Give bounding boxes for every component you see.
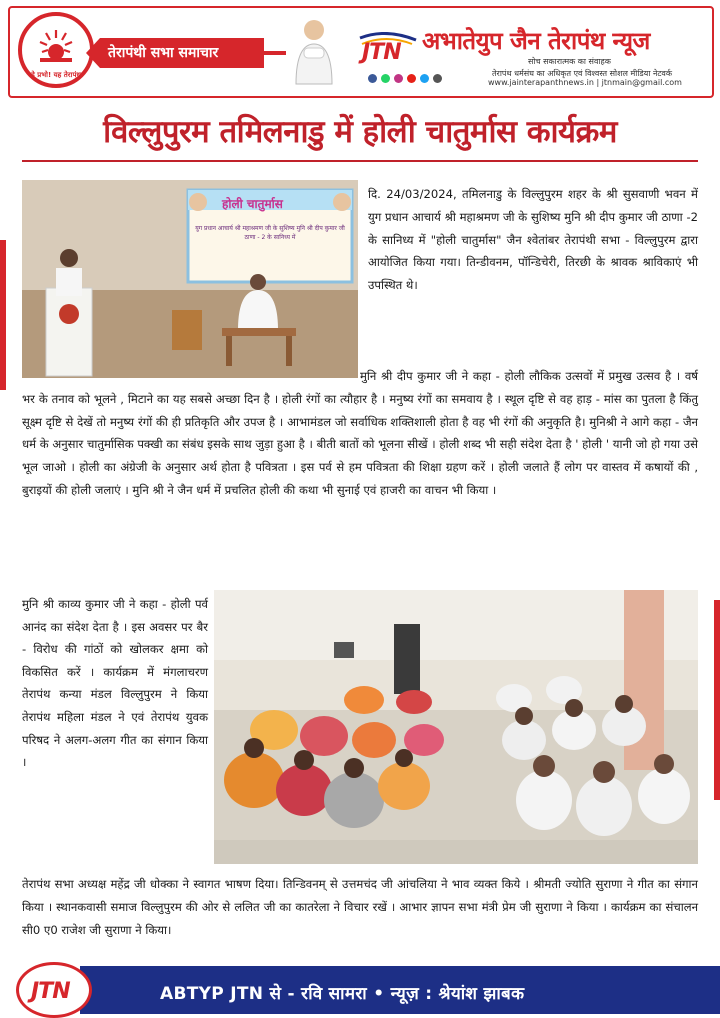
instagram-icon[interactable] xyxy=(394,74,403,83)
article-paragraph-1: दि. 24/03/2024, तमिलनाडु के विल्लुपुरम शहर के श्री सुसवाणी भवन में युग प्रधान आचार्य श्री महाश्रमण जी के सुशिष्य मुनि श्री दीप कुमार जी ठाणा -2 के सानिध्य में "होली चातुर्मास" जैन श्वेतांबर तेरापंथी सभा - विल्लुपुरम द्वारा आयोजित किया गया। तिन्डीवनम, पॉन्डिचेरी, तिरछी के श्रावक श्राविकाएं भी उपस्थित थे। xyxy=(368,187,698,293)
article-paragraph-4: तेरापंथ सभा अध्यक्ष महेंद्र जी धोक्का ने स्वागत भाषण दिया। तिन्डिवनम् से उत्तमचंद जी आंचलिया ने भाव व्यक्त किये । श्रीमती ज्योति सुराणा ने गीत का संगान किया । स्थानकवासी समाज विल्लुपुरम की ओर से ललित जी का कातरेला ने विचार रखें । आभार ज्ञापन सभा मंत्री प्रेम जी सुराणा ने किया । कार्यक्रम का संचालन सी0 ए0 राजेश जी सुराणा ने किया। xyxy=(22,877,698,937)
section-label: तेरापंथी सभा समाचार xyxy=(100,38,264,68)
brand-title: अभातेयुप जैन तेरापंथ न्यूज xyxy=(422,27,650,55)
brand-tagline: सोच सकारात्मक का संवाहक xyxy=(528,57,611,66)
article-paragraph-3: मुनि श्री काव्य कुमार जी ने कहा - होली पर्व आनंद का संदेश देता है । इस अवसर पर बैर - विरोध की गांठों को खोलकर क्षमा को विकसित करें । कार्यक्रम में मंगलाचरण तेरापंथ कन्या मंडल विल्लुपुरम ने किया तेरापंथ महिला मंडल ने एवं तेरापंथ युवक परिषद ने अलग-अलग गीत का संगान किया । xyxy=(22,597,208,770)
footer-jtn-logo xyxy=(16,962,92,1018)
stage-photo-illustration xyxy=(22,180,358,378)
social-links xyxy=(368,74,442,83)
facebook-icon[interactable] xyxy=(368,74,377,83)
terapanth-logo xyxy=(18,12,94,88)
web-icon[interactable] xyxy=(433,74,442,83)
brand-subtitle: तेरापंथ धर्मसंघ का अधिकृत एवं विश्वस्त सोशल मीडिया नेटवर्क xyxy=(492,69,673,78)
brand-contact[interactable]: www.jainterapanthnews.in | jtnmain@gmail.com xyxy=(488,78,682,87)
article-headline: विल्लुपुरम तमिलनाडु में होली चातुर्मास कार्यक्रम xyxy=(103,114,617,150)
logo-caption: हे प्रभो! यह तेरापंथ xyxy=(31,71,81,79)
youtube-icon[interactable] xyxy=(407,74,416,83)
event-photo-stage xyxy=(22,180,358,378)
whatsapp-icon[interactable] xyxy=(381,74,390,83)
jtn-logo xyxy=(356,32,420,72)
event-photo-audience xyxy=(214,590,698,864)
headline-rule xyxy=(22,160,698,162)
article-paragraph-2 xyxy=(22,365,698,502)
banner-rule xyxy=(264,51,286,55)
banner-title: होली चातुर्मास xyxy=(222,197,283,211)
right-accent-bar xyxy=(714,600,720,800)
masthead xyxy=(0,0,720,100)
footer xyxy=(0,960,720,1018)
audience-photo-illustration xyxy=(214,590,698,864)
acharya-portrait-icon xyxy=(290,14,338,86)
article-paragraph-2-text: मुनि श्री दीप कुमार जी ने कहा - होली लौकिक उत्सवों में प्रमुख उत्सव है । वर्ष भर के तनाव को भूलने , मिटाने का यह सबसे अच्छा दिन है । होली रंगों का त्यौहार है । मनुष्य रंगों का समवाय है । स्थूल दृष्टि से वह हाड़ - मांस का पुतला है किंतु सूक्ष्म दृष्टि से देखें तो मनुष्य रंगों की ही प्रतिकृति और उपज है । आभामंडल जो सर्वाधिक शक्तिशाली होता है वह भी रंगों की अनुकृति है। मुनिश्री ने आगे कहा - जैन धर्म के अनुसार चातुर्मासिक पक्खी का संबंध इसके साथ जुड़ा हुआ है । बीती बातों को भूलना सीखें । होली शब्द भी सही संदेश देता है ' होली ' यानी जो हो गया उसे भूल जाओ । होली का अंग्रेजी के अनुसार अर्थ होता है पवित्रता । इस पर्व से हम पवित्रता की शिक्षा ग्रहण करें । होली जलाते हैं लोग पर वास्तव में कषायों की , बुराइयों की होली जलाएं । मुनि श्री ने जैन धर्म में प्रचलित होली की कथा भी सुनाई एवं हाजरी का वाचन भी किया । xyxy=(22,369,698,497)
footer-credit: ABTYP JTN से - रवि सामरा • न्यूज़ : श्रेयांश झाबक xyxy=(160,984,525,1004)
sun-emblem-icon xyxy=(38,28,74,64)
jtn-wordmark: JTN xyxy=(362,40,401,65)
twitter-icon[interactable] xyxy=(420,74,429,83)
left-accent-bar xyxy=(0,240,6,390)
banner-caption: युग प्रधान आचार्य श्री महाश्रमण जी के सुशिष्य मुनि श्री दीप कुमार जी ठाणा - 2 के सानिध्य में xyxy=(195,225,345,241)
footer-jtn-wordmark: JTN xyxy=(31,979,70,1004)
